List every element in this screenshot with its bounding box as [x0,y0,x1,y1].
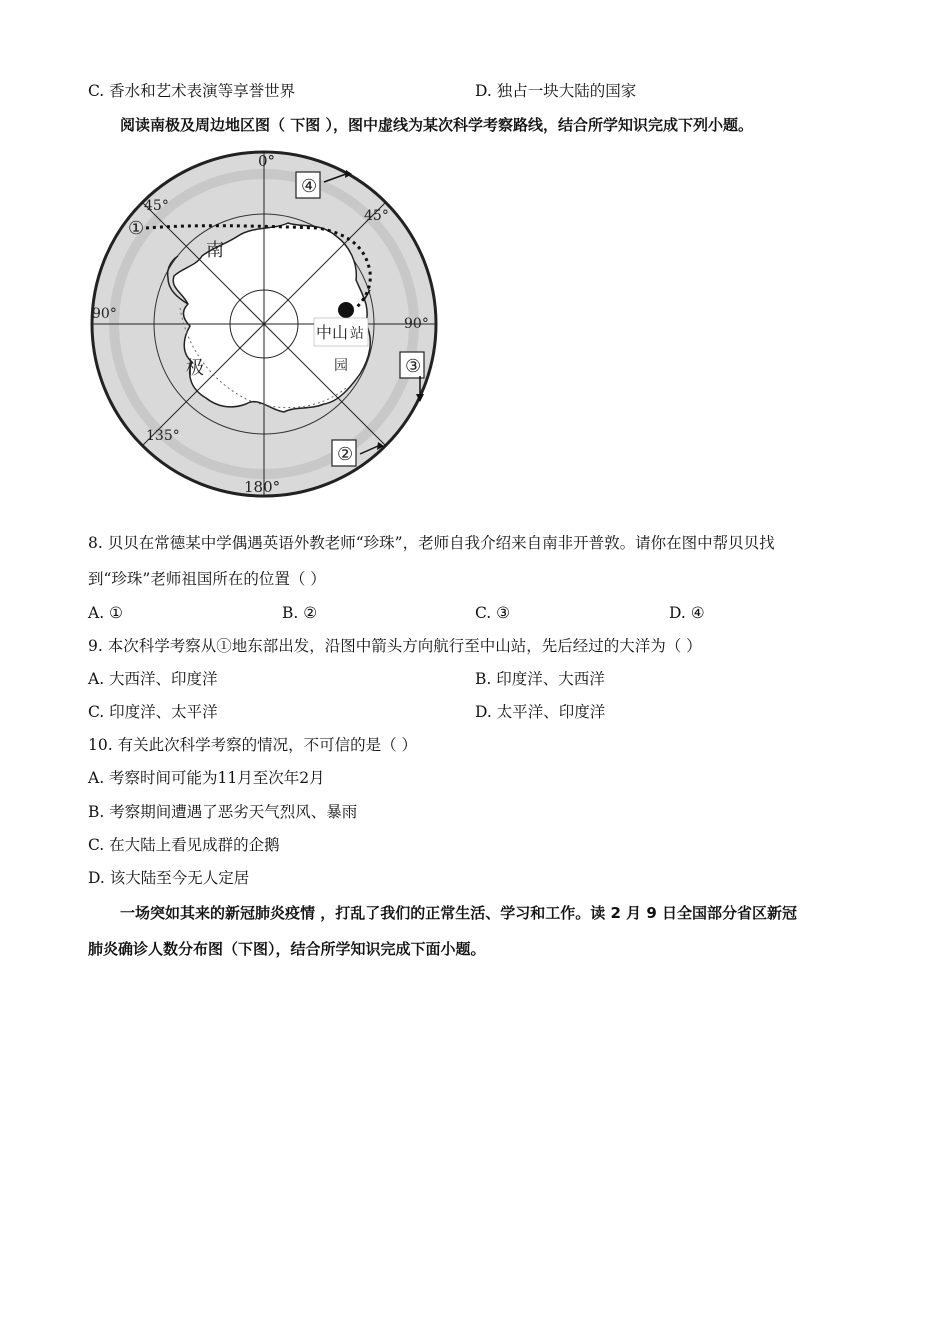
q10-option-d: D. 该大陆至今无人定居 [88,869,250,887]
q9-option-b: B. 印度洋、大西洋 [475,670,605,688]
marker-1: ① [128,218,145,239]
label-lon-180: 180° [244,478,281,496]
label-lon-90-west: 90° [92,306,117,322]
q10-stem: 10. 有关此次科学考察的情况，不可信的是（ ） [88,736,418,754]
intro-paragraph-2-line2: 肺炎确诊人数分布图（下图），结合所学知识完成下面小题。 [88,940,486,958]
label-station-a: 中山 [316,323,349,342]
q8-option-d: D. ④ [669,604,705,622]
intro-paragraph-2-line1: 一场突如其来的新冠肺炎疫情 ，打乱了我们的正常生活、学习和工作。读 2 月 9 日全国部分省区新冠 [120,904,797,922]
q9-stem: 9. 本次科学考察从①地东部出发，沿图中箭头方向航行至中山站，先后经过的大洋为（ ） [88,637,702,655]
antarctica-map [88,148,440,500]
label-station-c: 园 [334,358,348,374]
label-lon-90-east: 90° [404,316,429,332]
marker-3: ③ [405,356,422,377]
q8-option-a: A. ① [88,604,123,622]
q10-option-c: C. 在大陆上看见成群的企鹅 [88,836,280,854]
q9-option-d: D. 太平洋、印度洋 [475,703,606,721]
q9-option-c: C. 印度洋、太平洋 [88,703,218,721]
q8-stem-line2: 到“珍珠”老师祖国所在的位置（ ） [88,570,326,588]
label-lon-45-west: 45° [144,198,169,214]
label-ji: 极 [186,358,204,379]
label-station-b: 站 [350,326,364,342]
marker-4: ④ [301,176,318,197]
label-nan: 南 [206,240,224,261]
label-lon-0: 0° [258,152,276,170]
label-lon-135: 135° [146,428,180,444]
q10-option-a: A. 考察时间可能为11月至次年2月 [88,769,325,787]
q8-option-c: C. ③ [475,604,511,622]
label-lon-45-east: 45° [364,208,389,224]
q8-stem-line1: 8. 贝贝在常德某中学偶遇英语外教老师“珍珠”，老师自我介绍来自南非开普敦。请你在图中帮贝贝找 [88,534,775,552]
q8-option-b: B. ② [282,604,318,622]
q10-option-b: B. 考察期间遭遇了恶劣天气烈风、暴雨 [88,803,358,821]
prev-option-c: C. 香水和艺术表演等享誉世界 [88,82,296,100]
marker-2: ② [337,444,354,465]
q9-option-a: A. 大西洋、印度洋 [88,670,218,688]
prev-option-d: D. 独占一块大陆的国家 [475,82,637,100]
intro-paragraph-1: 阅读南极及周边地区图（ 下图 ），图中虚线为某次科学考察路线，结合所学知识完成下列小题。 [120,116,753,134]
